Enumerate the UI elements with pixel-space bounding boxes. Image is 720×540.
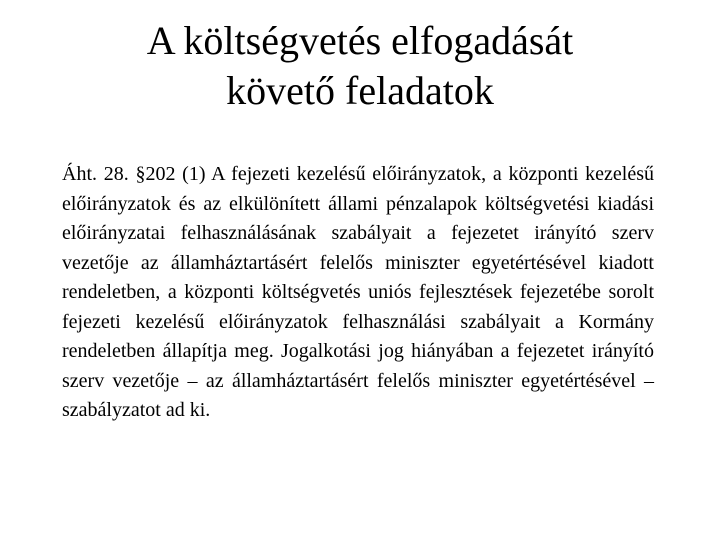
slide-body-paragraph: Áht. 28. §202 (1) A fejezeti kezelésű előirányzatok, a központi kezelésű előirányzatok és az elkülönített állami pénzalapok költségvetési kiadási előirányzatai felhasználásának szabályait a fejezetet irányító szerv vezetője az államháztartásért felelős miniszter egyetértésével kiadott rendeletben, a központi költségvetés uniós fejlesztések fejezetébe sorolt fejezeti kezelésű előirányzatok felhasználási szabályait a Kormány rendeletben állapítja meg. Jogalkotási jog hiányában a fejezetet irányító szerv vezetője – az államháztartásért felelős miniszter egyetértésével – szabályzatot ad ki. bbox=[62, 163, 654, 421]
slide-title-line-1: A költségvetés elfogadását bbox=[146, 18, 574, 63]
slide-title bbox=[0, 16, 720, 116]
slide-title-line-2: követő feladatok bbox=[226, 68, 494, 113]
